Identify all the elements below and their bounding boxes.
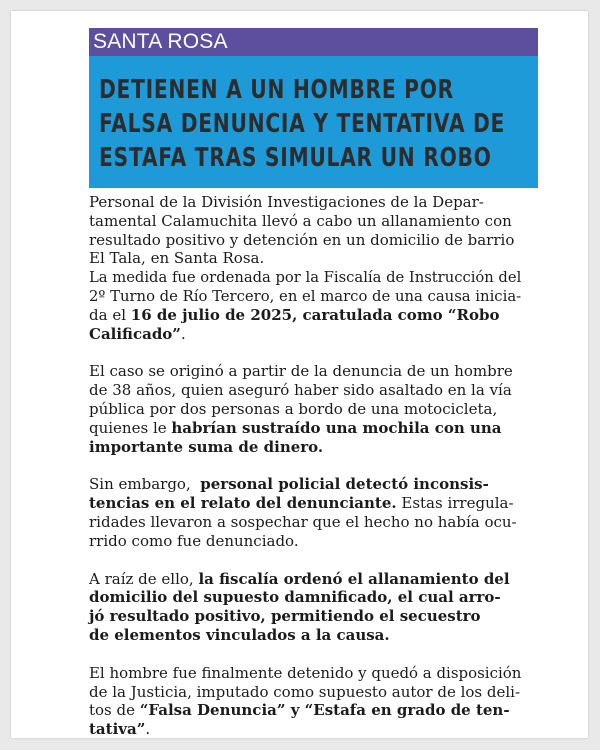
body-line [89,306,519,325]
headline-line: ESTAFA TRAS SIMULAR UN ROBO [99,143,492,173]
body-line [89,419,519,438]
bold-run: “Falsa Denuncia” y “Estafa en grado de ten- [139,701,510,720]
body-line: pública por dos personas a bordo de una motocicleta, [89,399,498,418]
bold-run: importante suma de dinero. [89,437,324,456]
body-line [89,720,519,739]
body-line: de 38 años, quien aseguró haber sido asaltado en la vía [89,381,512,400]
body-line [89,607,519,626]
bold-run: Calificado” [89,324,181,343]
bold-run: la fiscalía ordenó el allanamiento del [198,569,510,588]
paragraph-gap [89,645,519,664]
body-line [89,438,519,457]
text-run: da el [89,305,131,324]
body-line [89,494,519,513]
body-line: ridades llevaron a sospechar que el hecho no había ocu- [89,512,517,531]
bold-run: 16 de julio de 2025, caratulada como “Robo [130,305,500,324]
text-run: A raíz de ello, [89,569,199,588]
bold-run: habrían sustraído una mochila con una [171,418,502,437]
paragraph-gap [89,456,519,475]
headline [89,56,538,188]
bold-run: tativa” [89,720,146,739]
text-run: Estas irregula- [396,494,514,513]
headline-line: FALSA DENUNCIA Y TENTATIVA DE [99,109,506,139]
paragraph-gap [89,343,519,362]
text-run: . [180,324,186,343]
body-line: 2º Turno de Río Tercero, en el marco de una causa inicia- [89,286,522,305]
bold-run: de elementos vinculados a la causa. [89,625,390,644]
body-line: El hombre fue finalmente detenido y quedó a disposición [89,663,522,682]
body-line [89,570,519,589]
body-line [89,626,519,645]
body-line: El Tala, en Santa Rosa. [89,249,265,268]
body-line [89,588,519,607]
text-run: quienes le [89,418,172,437]
article-body [89,193,522,739]
text-run: . [145,720,151,739]
body-line: Personal de la División Investigaciones de la Depar- [89,193,484,211]
body-line: de la Justicia, imputado como supuesto autor de los deli- [89,682,521,701]
section-label: SANTA ROSA [89,28,538,56]
bold-run: domicilio del supuesto damnificado, el cual arro- [89,588,501,607]
text-run: Sin embargo, [89,475,201,494]
body-line [89,701,519,720]
bold-run: tencias en el relato del denunciante. [89,494,397,513]
body-line [89,325,519,344]
body-line: El caso se originó a partir de la denuncia de un hombre [89,362,513,381]
body-line [89,475,519,494]
bold-run: jó resultado positivo, permitiendo el secuestro [89,607,481,626]
body-line: rrido como fue denunciado. [89,531,299,550]
text-run: tos de [89,701,140,720]
body-line: resultado positivo y detención en un domicilio de barrio [89,230,515,249]
body-line: tamental Calamuchita llevó a cabo un allanamiento con [89,211,512,230]
paragraph-gap [89,551,519,570]
headline-line: DETIENEN A UN HOMBRE POR [99,75,454,105]
bold-run: personal policial detectó inconsis- [200,475,489,494]
body-line: La medida fue ordenada por la Fiscalía de Instrucción del [89,268,522,287]
